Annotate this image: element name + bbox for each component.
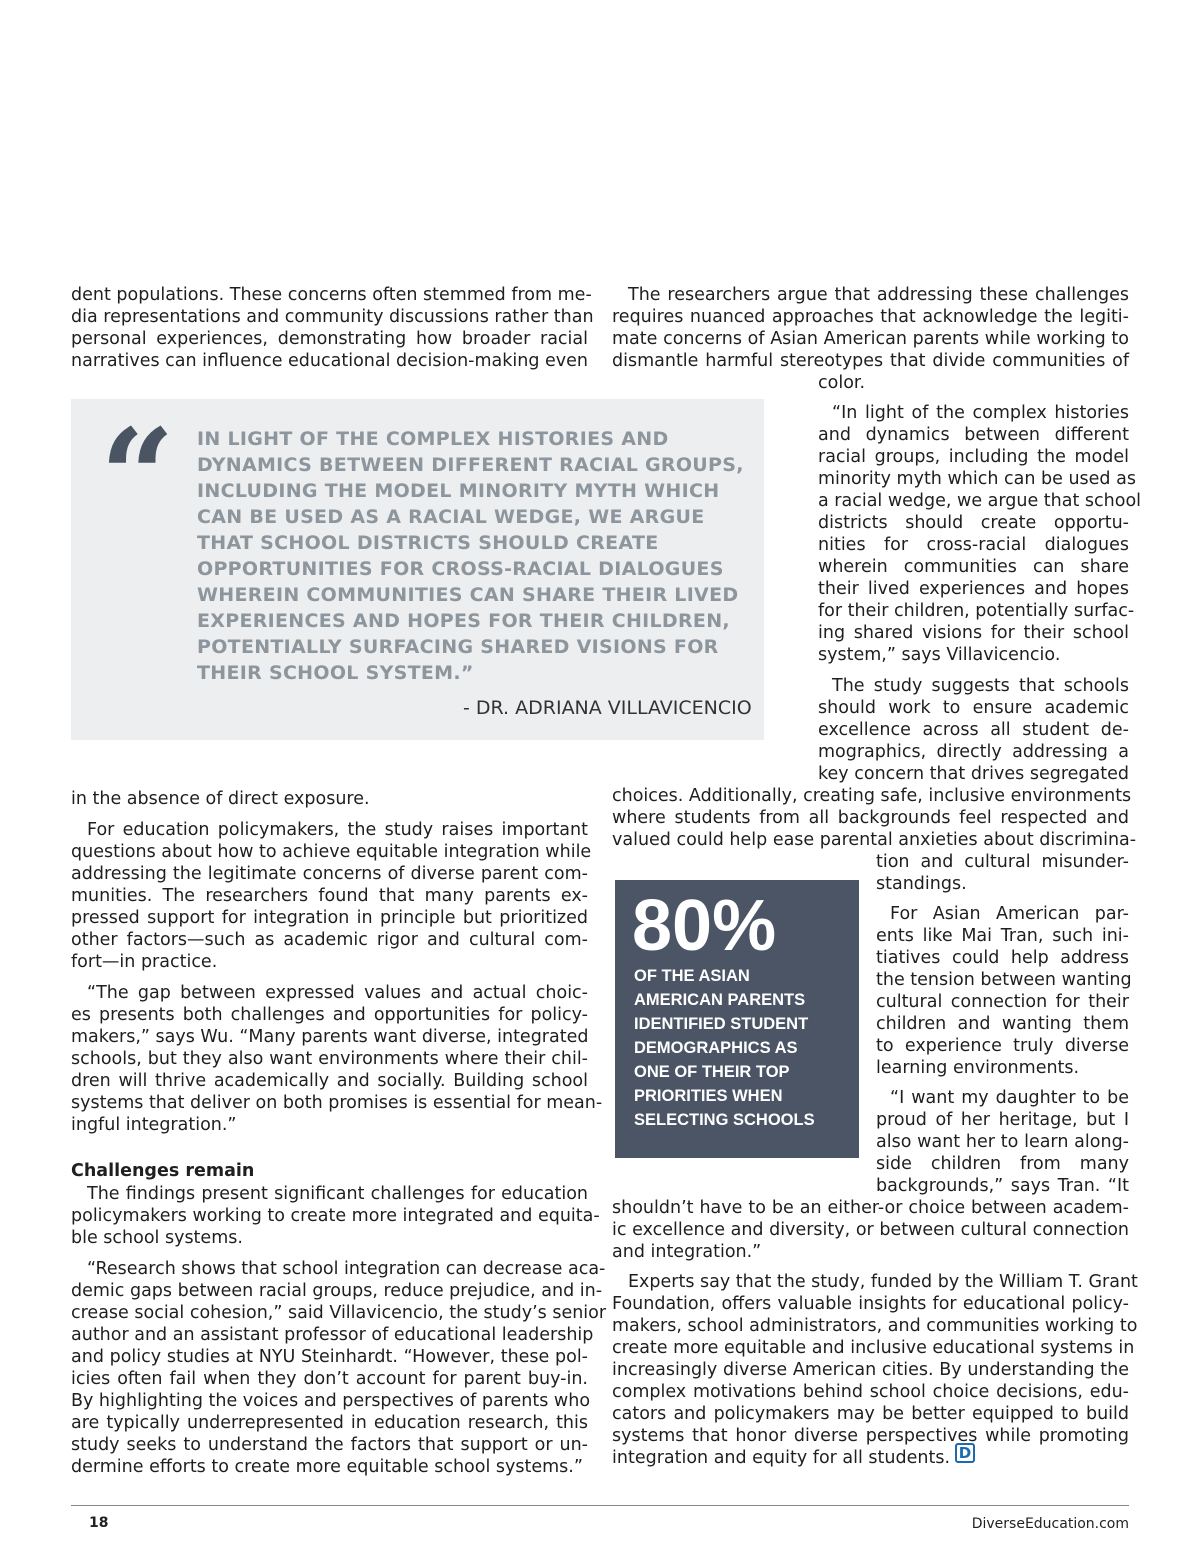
text-line: system,” says Villavicencio. [818, 645, 1061, 665]
text-line: “The gap between expressed values and actual choic- [87, 983, 588, 1003]
text-line: munities. The researchers found that many parents ex- [71, 886, 588, 906]
text-line: valued could help ease parental anxieties about discrimina- [612, 830, 1137, 850]
text-line: where students from all backgrounds feel respected and [612, 808, 1129, 828]
text-line: and policy studies at NYU Steinhardt. “However, these pol- [71, 1347, 588, 1367]
stat-caption-line: OF THE ASIAN [634, 967, 750, 985]
stat-caption-line: IDENTIFIED STUDENT [634, 1015, 809, 1033]
text-line: proud of her heritage, but I [876, 1110, 1129, 1130]
text-line: systems that honor diverse perspectives while promoting [612, 1426, 1129, 1446]
text-line: minority myth which can be used as [818, 469, 1136, 489]
text-line: addressing the legitimate concerns of diverse parent com- [71, 864, 588, 884]
stat-caption-line: AMERICAN PARENTS [634, 991, 806, 1009]
text-line: crease social cohesion,” said Villavicencio, the study’s senior [71, 1303, 607, 1323]
pull-quote-line: THEIR SCHOOL SYSTEM.” [197, 662, 474, 684]
text-line: For Asian American par- [890, 904, 1129, 924]
text-line: questions about how to achieve equitable integration while [71, 842, 592, 862]
stat-caption-line: PRIORITIES WHEN [634, 1087, 783, 1105]
text-line: mographics, directly addressing a [818, 742, 1129, 762]
pull-quote-line: CAN BE USED AS A RACIAL WEDGE, WE ARGUE [197, 506, 705, 528]
text-line: “Research shows that school integration can decrease aca- [87, 1259, 606, 1279]
text-line: excellence across all student de- [818, 720, 1129, 740]
text-line: policymakers working to create more integrated and equita- [71, 1206, 600, 1226]
stat-caption-line: ONE OF THEIR TOP [634, 1063, 790, 1081]
text-line: and dynamics between different [818, 425, 1129, 445]
text-line: complex motivations behind school choice decisions, edu- [612, 1382, 1129, 1402]
text-line: for their children, potentially surfac- [818, 601, 1135, 621]
text-line: For education policymakers, the study raises important [87, 820, 588, 840]
text-line: mate concerns of Asian American parents while working to [612, 329, 1129, 349]
text-line: makers,” says Wu. “Many parents want diverse, integrated [71, 1027, 589, 1047]
pull-quote-line: OPPORTUNITIES FOR CROSS-RACIAL DIALOGUES [197, 558, 724, 580]
text-line: key concern that drives segregated [818, 764, 1129, 784]
text-line: Foundation, offers valuable insights for educational policy- [612, 1294, 1129, 1314]
stat-caption-line: SELECTING SCHOOLS [634, 1111, 815, 1129]
text-line: “In light of the complex histories [832, 403, 1129, 423]
end-mark-icon: D [955, 1443, 975, 1463]
text-line: other factors—such as academic rigor and cultural com- [71, 930, 588, 950]
text-line: schools, but they also want environments where their chil- [71, 1049, 588, 1069]
text-line: ingful integration.” [71, 1115, 237, 1135]
text-line: study seeks to understand the factors that support or un- [71, 1435, 588, 1455]
pull-quote-line: IN LIGHT OF THE COMPLEX HISTORIES AND [197, 428, 669, 450]
text-line: standings. [876, 874, 967, 894]
text-line: integration and equity for all students. [612, 1448, 951, 1468]
text-line: choices. Additionally, creating safe, inclusive environments [612, 786, 1132, 806]
text-line: dren will thrive academically and socially. Building school [71, 1071, 588, 1091]
pull-quote-line: WHEREIN COMMUNITIES CAN SHARE THEIR LIVED [197, 584, 739, 606]
text-line: The researchers argue that addressing these challenges [628, 285, 1129, 305]
text-line: their lived experiences and hopes [818, 579, 1129, 599]
text-line: systems that deliver on both promises is essential for mean- [71, 1093, 603, 1113]
text-line: the tension between wanting [876, 970, 1132, 990]
text-line: shouldn’t have to be an either-or choice between academ- [612, 1198, 1129, 1218]
footer-site-link[interactable]: DiverseEducation.com [971, 1516, 1129, 1532]
text-line: wherein communities can share [818, 557, 1129, 577]
text-line: ing shared visions for their school [818, 623, 1129, 643]
text-line: fort—in practice. [71, 952, 218, 972]
text-line: The findings present significant challenges for education [87, 1184, 588, 1204]
text-line: create more equitable and inclusive educational systems in [612, 1338, 1135, 1358]
text-line: narratives can influence educational decision-making even [71, 351, 588, 371]
text-line: dent populations. These concerns often stemmed from me- [71, 285, 592, 305]
text-line: backgrounds,” says Tran. “It [876, 1176, 1129, 1196]
text-line: dismantle harmful stereotypes that divide communities of [612, 351, 1129, 371]
text-line: racial groups, including the model [818, 447, 1129, 467]
stat-caption-line: DEMOGRAPHICS AS [634, 1039, 798, 1057]
text-line: ic excellence and diversity, or between cultural connection [612, 1220, 1129, 1240]
text-line: cators and policymakers may be better equipped to build [612, 1404, 1129, 1424]
pull-quote-attribution: - DR. ADRIANA VILLAVICENCIO [463, 697, 752, 719]
text-line: districts should create opportu- [818, 513, 1129, 533]
text-line: makers, school administrators, and communities working to [612, 1316, 1138, 1336]
text-line: dermine efforts to create more equitable school systems.” [71, 1457, 583, 1477]
text-line: requires nuanced approaches that acknowledge the legiti- [612, 307, 1129, 327]
text-line: should work to ensure academic [818, 698, 1129, 718]
text-line: dia representations and community discussions rather than [71, 307, 594, 327]
text-line: personal experiences, demonstrating how broader racial [71, 329, 588, 349]
text-line: ents like Mai Tran, such ini- [876, 926, 1129, 946]
text-line: children and wanting them [876, 1014, 1129, 1034]
text-line: increasingly diverse American cities. By understanding the [612, 1360, 1129, 1380]
page-number: 18 [89, 1515, 109, 1531]
text-line: and integration.” [612, 1242, 762, 1262]
pull-quote-line: INCLUDING THE MODEL MINORITY MYTH WHICH [197, 480, 720, 502]
text-line: nities for cross-racial dialogues [818, 535, 1129, 555]
text-line: pressed support for integration in principle but prioritized [71, 908, 588, 928]
pull-quote-line: DYNAMICS BETWEEN DIFFERENT RACIAL GROUPS, [197, 454, 744, 476]
text-line: also want her to learn along- [876, 1132, 1129, 1152]
text-line: By highlighting the voices and perspectives of parents who [71, 1391, 591, 1411]
text-line: tiatives could help address [876, 948, 1129, 968]
text-line: are typically underrepresented in education research, this [71, 1413, 588, 1433]
text-line: demic gaps between racial groups, reduce prejudice, and in- [71, 1281, 603, 1301]
text-line: ble school systems. [71, 1228, 243, 1248]
footer-divider [71, 1505, 1129, 1506]
pull-quote-line: EXPERIENCES AND HOPES FOR THEIR CHILDREN, [197, 610, 730, 632]
text-line: a racial wedge, we argue that school [818, 491, 1142, 511]
text-line: author and an assistant professor of educational leadership [71, 1325, 594, 1345]
quote-mark-icon: “ [100, 400, 175, 553]
text-line: “I want my daughter to be [890, 1088, 1129, 1108]
text-line: icies often fail when they don’t account for parent buy-in. [71, 1369, 588, 1389]
pull-quote-line: POTENTIALLY SURFACING SHARED VISIONS FOR [197, 636, 719, 658]
text-line: in the absence of direct exposure. [71, 789, 370, 809]
text-line: side children from many [876, 1154, 1129, 1174]
stat-number: 80% [632, 886, 777, 966]
text-line: to experience truly diverse [876, 1036, 1129, 1056]
text-line: tion and cultural misunder- [876, 852, 1129, 872]
text-line: es presents both challenges and opportunities for policy- [71, 1005, 588, 1025]
text-line: Experts say that the study, funded by the William T. Grant [628, 1272, 1138, 1292]
text-line: The study suggests that schools [832, 676, 1129, 696]
text-line: cultural connection for their [876, 992, 1129, 1012]
text-line: color. [818, 373, 866, 393]
pull-quote-line: THAT SCHOOL DISTRICTS SHOULD CREATE [197, 532, 659, 554]
section-heading: Challenges remain [71, 1161, 255, 1181]
text-line: learning environments. [876, 1058, 1080, 1078]
